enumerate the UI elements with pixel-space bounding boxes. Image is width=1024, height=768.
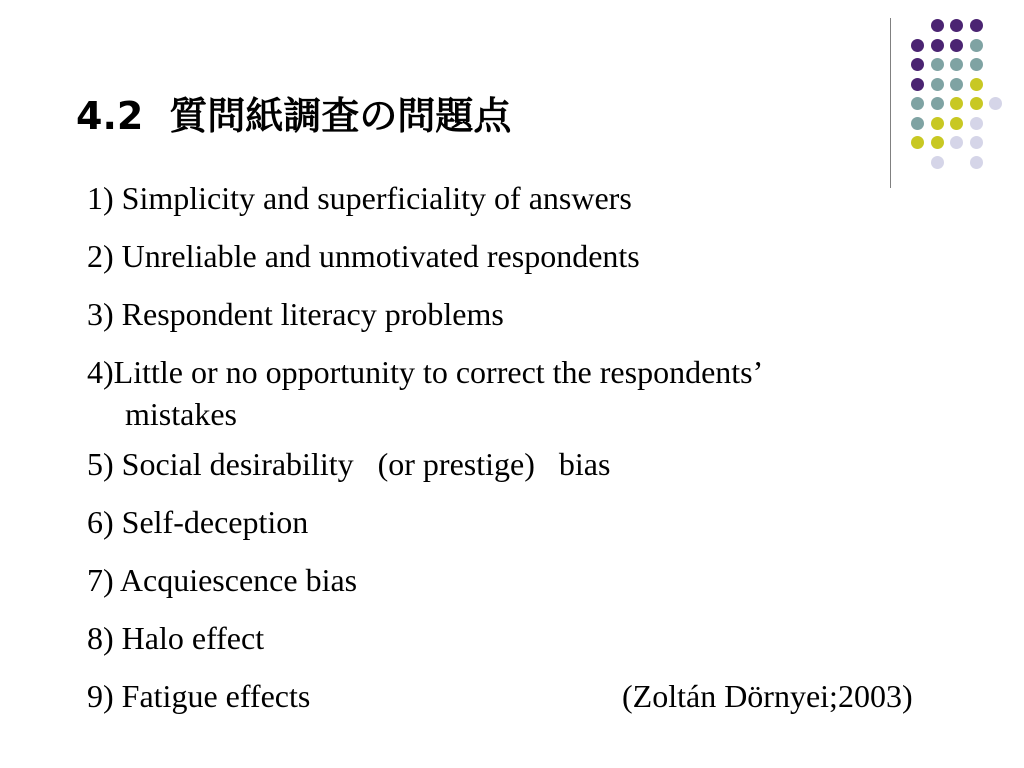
- title-number: 4.2: [76, 94, 144, 138]
- decorative-dot: [950, 78, 963, 91]
- list-item: [87, 500, 987, 544]
- decorative-dot: [970, 39, 983, 52]
- decorative-dot: [970, 19, 983, 32]
- list-item-text: 9) Fatigue effects: [87, 678, 311, 714]
- list-item-text: 1) Simplicity and superficiality of answers: [87, 180, 632, 216]
- title-text: 質問紙調査の問題点: [169, 94, 512, 138]
- decorative-dot: [911, 78, 924, 91]
- decorative-dot: [911, 136, 924, 149]
- list-item: [87, 616, 987, 660]
- list-item-continuation: mistakes: [125, 396, 237, 432]
- decorative-dot: [970, 58, 983, 71]
- slide-title: [76, 96, 511, 138]
- list-item-text: 8) Halo effect: [87, 620, 265, 656]
- list-item: [87, 234, 987, 278]
- decorative-dot: [970, 156, 983, 169]
- vertical-divider: [890, 18, 891, 188]
- decorative-dot: [931, 39, 944, 52]
- list-item-text: 6) Self-deception: [87, 504, 309, 540]
- list-item: [87, 292, 987, 336]
- list-item-text: 3) Respondent literacy problems: [87, 296, 504, 332]
- decorative-dot: [911, 39, 924, 52]
- list-item: [87, 176, 987, 220]
- decorative-dot: [970, 78, 983, 91]
- decorative-dot: [931, 19, 944, 32]
- problem-list: [87, 176, 987, 732]
- decorative-dot: [970, 136, 983, 149]
- list-item-text: 2) Unreliable and unmotivated respondents: [87, 238, 640, 274]
- list-item: [87, 350, 987, 434]
- decorative-dot: [950, 117, 963, 130]
- decorative-dot: [931, 78, 944, 91]
- decorative-dot: [931, 136, 944, 149]
- decorative-dot: [931, 156, 944, 169]
- list-item: [87, 442, 987, 486]
- decorative-dot: [911, 58, 924, 71]
- list-item: [87, 674, 987, 718]
- decorative-dot: [950, 97, 963, 110]
- list-item-text: 7) Acquiescence bias: [87, 562, 358, 598]
- citation: (Zoltán Dörnyei;2003): [622, 678, 913, 714]
- decorative-dot: [931, 117, 944, 130]
- list-item-text: 5) Social desirability (or prestige) bias: [87, 446, 611, 482]
- decorative-dot: [931, 58, 944, 71]
- decorative-dot: [970, 97, 983, 110]
- decorative-dot: [950, 39, 963, 52]
- list-item-text: 4)Little or no opportunity to correct the respondents’: [87, 354, 764, 390]
- decorative-dot: [931, 97, 944, 110]
- decorative-dot: [911, 97, 924, 110]
- decorative-dot: [950, 58, 963, 71]
- decorative-dot: [989, 97, 1002, 110]
- decorative-dot: [970, 117, 983, 130]
- decorative-dot: [950, 19, 963, 32]
- list-item: [87, 558, 987, 602]
- decorative-dot: [950, 136, 963, 149]
- decorative-dot: [911, 117, 924, 130]
